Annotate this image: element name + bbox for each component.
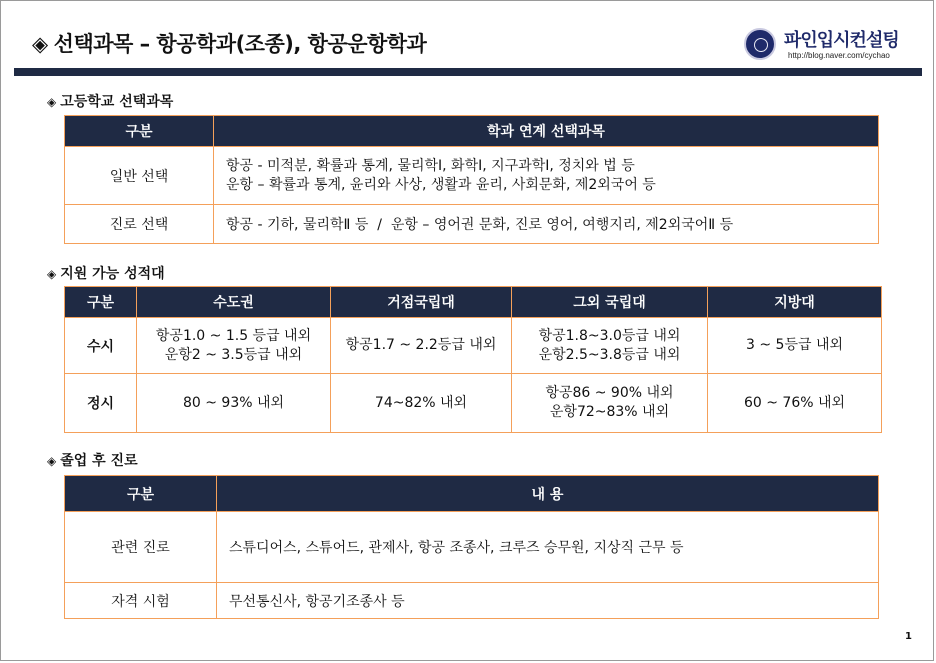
row-content: 무선통신사, 항공기조종사 등 xyxy=(217,583,879,619)
table-row xyxy=(65,512,879,583)
grade-line: 운항72~83% 내외 xyxy=(549,404,670,420)
brand-url: http://blog.naver.com/cychao xyxy=(788,51,890,60)
grade-line: 운항2 ~ 3.5등급 내외 xyxy=(164,346,303,363)
page-number: 1 xyxy=(905,631,912,642)
page-title-text: 선택과목 – 항공학과(조종), 항공운항학과 xyxy=(53,32,427,56)
section-heading-text: 고등학교 선택과목 xyxy=(60,94,174,110)
row-category: 진로 선택 xyxy=(65,205,214,244)
grade-line: 항공1.7 ~ 2.2등급 내외 xyxy=(345,337,497,353)
grade-line: 항공1.8~3.0등급 내외 xyxy=(538,327,681,344)
table-row xyxy=(65,583,879,619)
table-row xyxy=(65,374,882,433)
row-category: 정시 xyxy=(65,374,137,433)
grade-line: 60 ~ 76% 내외 xyxy=(743,394,846,411)
seal-icon xyxy=(744,28,776,60)
row-category: 관련 진로 xyxy=(65,512,217,583)
table-header-row xyxy=(65,476,879,512)
column-header: 구분 xyxy=(65,116,214,147)
grade-cell xyxy=(137,374,331,433)
column-header: 수도권 xyxy=(137,287,331,318)
grade-line: 항공1.0 ~ 1.5 등급 내외 xyxy=(155,327,312,344)
section-heading-text: 졸업 후 진로 xyxy=(60,453,138,469)
grade-line: 3 ~ 5등급 내외 xyxy=(746,337,843,353)
grade-line: 항공86 ~ 90% 내외 xyxy=(545,385,674,401)
row-category: 일반 선택 xyxy=(65,147,214,205)
grade-cell xyxy=(331,374,512,433)
section-diamond-icon: ◈ xyxy=(47,95,57,109)
column-header: 내 용 xyxy=(217,476,879,512)
column-header: 그외 국립대 xyxy=(512,287,708,318)
row-content: 항공 - 기하, 물리학Ⅱ 등 / 운항 – 영어권 문화, 진로 영어, 여행지리, 제2외국어Ⅱ 등 xyxy=(214,205,879,244)
grade-cell xyxy=(708,318,882,374)
row-content xyxy=(214,147,879,205)
row-category: 자격 시험 xyxy=(65,583,217,619)
grade-line: 운항2.5~3.8등급 내외 xyxy=(538,346,681,363)
table-row xyxy=(65,147,879,205)
brand-logo xyxy=(744,24,924,64)
grade-cell xyxy=(708,374,882,433)
grade-line: 80 ~ 93% 내외 xyxy=(182,394,285,411)
section-heading-careers xyxy=(47,450,138,470)
column-header: 구분 xyxy=(65,476,217,512)
careers-table xyxy=(64,475,879,619)
grade-cell xyxy=(512,318,708,374)
section-heading-grades xyxy=(47,263,165,283)
column-header: 구분 xyxy=(65,287,137,318)
content-line: 운항 – 확률과 통계, 윤리와 사상, 생활과 윤리, 사회문화, 제2외국어 등 xyxy=(226,176,656,193)
table-header-row xyxy=(65,287,882,318)
column-header: 지방대 xyxy=(708,287,882,318)
grade-cell xyxy=(137,318,331,374)
grade-cell xyxy=(331,318,512,374)
column-header: 거점국립대 xyxy=(331,287,512,318)
content-line: 항공 - 미적분, 확률과 통계, 물리학Ⅰ, 화학Ⅰ, 지구과학Ⅰ, 정치와 법 등 xyxy=(226,157,635,174)
subjects-table xyxy=(64,115,879,244)
title-diamond-icon: ◈ xyxy=(32,32,48,56)
section-diamond-icon: ◈ xyxy=(47,454,57,468)
title-divider xyxy=(14,68,922,76)
row-category: 수시 xyxy=(65,318,137,374)
grade-line: 74~82% 내외 xyxy=(374,394,468,411)
table-header-row xyxy=(65,116,879,147)
section-heading-subjects xyxy=(47,91,173,111)
table-row xyxy=(65,318,882,374)
row-content: 스튜디어스, 스튜어드, 관제사, 항공 조종사, 크루즈 승무원, 지상직 근무 등 xyxy=(217,512,879,583)
page-title xyxy=(32,28,426,58)
grade-cell xyxy=(512,374,708,433)
brand-name: 파인입시컨설팅 xyxy=(784,30,899,51)
grades-table xyxy=(64,286,882,433)
section-heading-text: 지원 가능 성적대 xyxy=(60,266,165,282)
column-header: 학과 연계 선택과목 xyxy=(214,116,879,147)
section-diamond-icon: ◈ xyxy=(47,267,57,281)
table-row xyxy=(65,205,879,244)
